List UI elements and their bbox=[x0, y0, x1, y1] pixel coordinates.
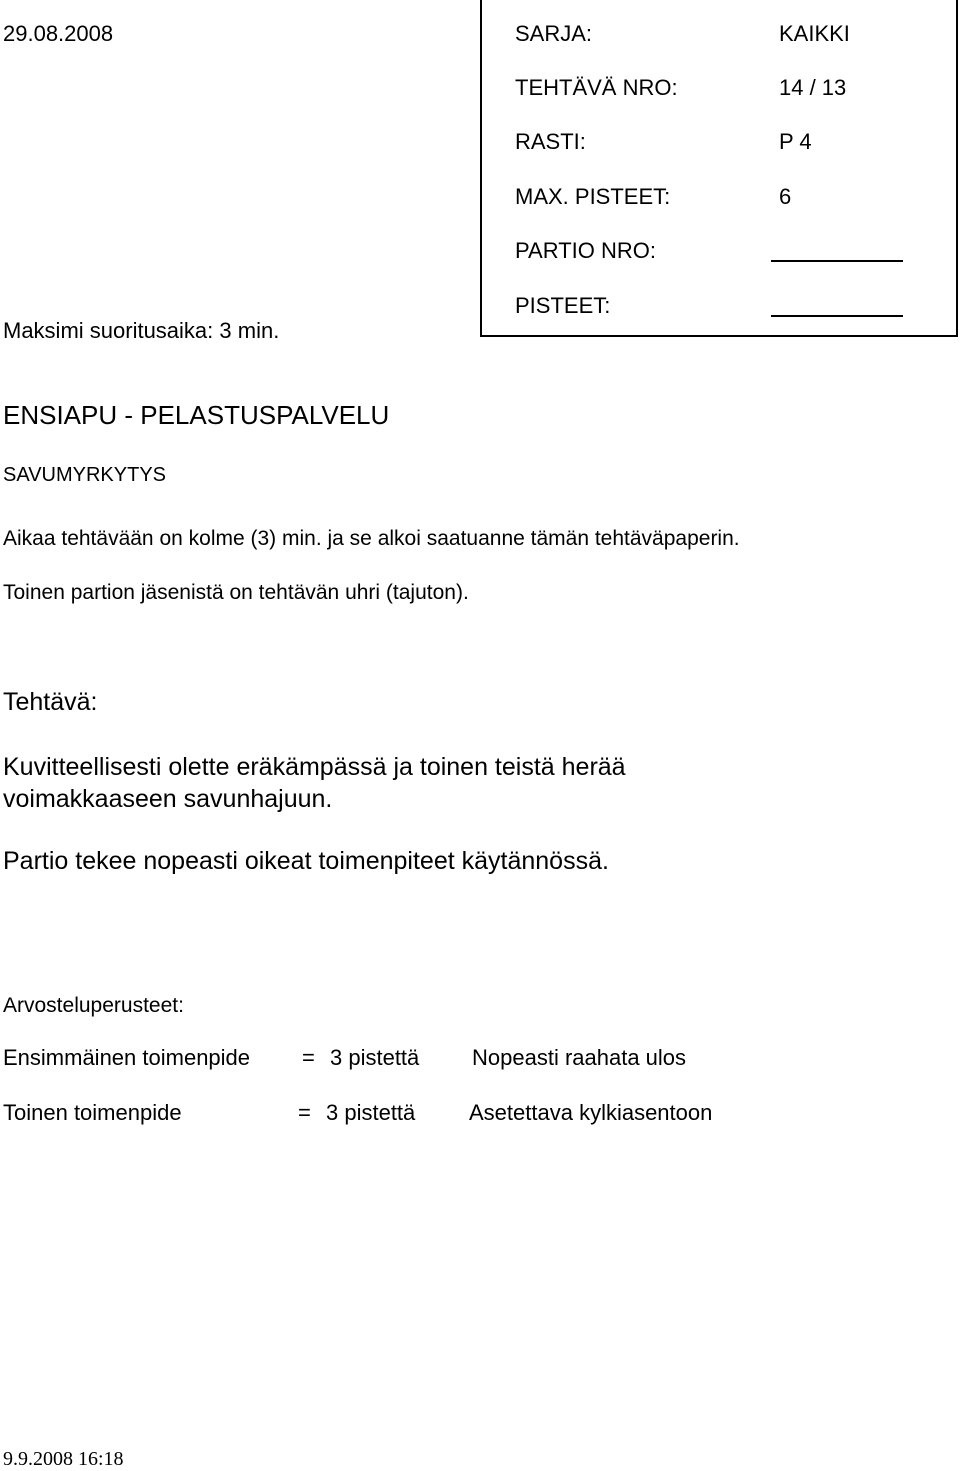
max-time-label: Maksimi suoritusaika: 3 min. bbox=[3, 318, 280, 343]
task-subheading: SAVUMYRKYTYS bbox=[3, 464, 166, 486]
criteria-item-1-action: Ensimmäinen toimenpide bbox=[3, 1045, 251, 1070]
info-label-points: PISTEET: bbox=[515, 293, 611, 318]
document-date: 29.08.2008 bbox=[3, 21, 114, 46]
footer-timestamp: 9.9.2008 16:18 bbox=[3, 1448, 124, 1470]
info-value-rasti: P 4 bbox=[779, 129, 812, 154]
info-value-max-points: 6 bbox=[779, 184, 792, 209]
criteria-label: Arvosteluperusteet: bbox=[3, 994, 184, 1017]
criteria-item-1-description: Nopeasti raahata ulos bbox=[472, 1045, 687, 1070]
task-text-2: Partio tekee nopeasti oikeat toimenpiteet käytännössä. bbox=[3, 847, 609, 875]
criteria-item-2-description: Asetettava kylkiasentoon bbox=[469, 1100, 713, 1125]
instruction-text-2: Toinen partion jäsenistä on tehtävän uhri (tajuton). bbox=[3, 581, 469, 604]
info-label-task-number: TEHTÄVÄ NRO: bbox=[515, 75, 678, 100]
points-blank-line[interactable] bbox=[771, 315, 903, 317]
task-text-line-1: Kuvitteellisesti olette eräkämpässä ja toinen teistä herää bbox=[3, 753, 626, 781]
info-label-max-points: MAX. PISTEET: bbox=[515, 184, 671, 209]
criteria-item-2-points: 3 pistettä bbox=[326, 1100, 416, 1125]
criteria-item-2-action: Toinen toimenpide bbox=[3, 1100, 182, 1125]
info-label-sarja: SARJA: bbox=[515, 21, 593, 46]
patrol-number-blank-line[interactable] bbox=[771, 260, 903, 262]
criteria-item-1-points: 3 pistettä bbox=[330, 1045, 420, 1070]
info-value-task-number: 14 / 13 bbox=[779, 75, 847, 100]
info-box bbox=[480, 0, 958, 337]
criteria-item-1-equals: = bbox=[302, 1045, 315, 1070]
task-label: Tehtävä: bbox=[3, 688, 98, 716]
criteria-item-2-equals: = bbox=[298, 1100, 311, 1125]
info-label-patrol-number: PARTIO NRO: bbox=[515, 238, 656, 263]
info-value-sarja: KAIKKI bbox=[779, 21, 850, 46]
instruction-text-1: Aikaa tehtävään on kolme (3) min. ja se alkoi saatuanne tämän tehtäväpaperin. bbox=[3, 527, 740, 550]
task-text-line-2: voimakkaaseen savunhajuun. bbox=[3, 785, 333, 813]
info-label-rasti: RASTI: bbox=[515, 129, 586, 154]
task-heading: ENSIAPU - PELASTUSPALVELU bbox=[3, 400, 390, 430]
